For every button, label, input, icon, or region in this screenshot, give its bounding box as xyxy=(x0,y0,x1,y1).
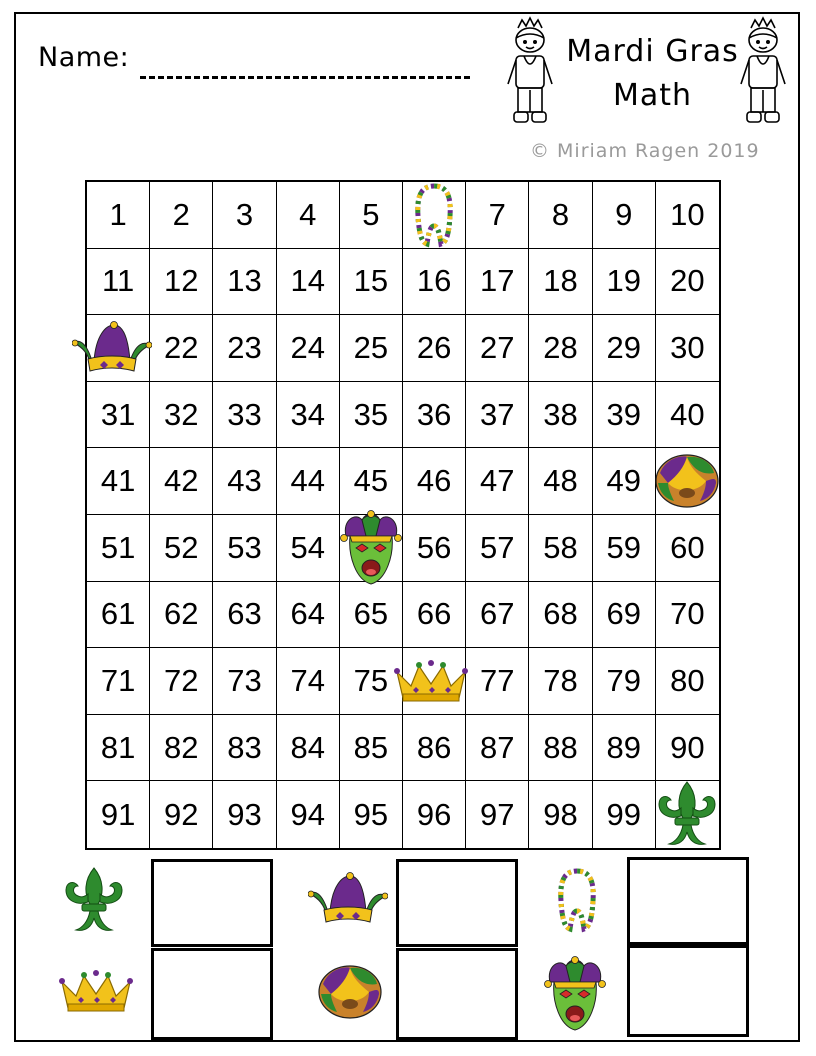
grid-number: 86 xyxy=(416,729,452,765)
grid-number: 89 xyxy=(606,729,641,765)
grid-number: 60 xyxy=(670,529,705,565)
grid-cell xyxy=(213,648,276,715)
grid-cell xyxy=(529,182,592,249)
grid-number: 12 xyxy=(164,263,199,299)
grid-number: 73 xyxy=(227,662,262,698)
answer-box-jester-hat[interactable] xyxy=(396,859,518,947)
grid-number: 7 xyxy=(488,196,506,232)
grid-number: 17 xyxy=(480,263,515,299)
grid-number: 36 xyxy=(416,396,452,432)
key-beads-icon xyxy=(552,865,602,940)
grid-number: 67 xyxy=(480,596,515,632)
king-cake-icon xyxy=(317,964,383,1020)
grid-number: 92 xyxy=(164,796,199,832)
grid-cell xyxy=(340,715,403,782)
grid-cell xyxy=(466,448,529,515)
grid-number: 48 xyxy=(543,463,578,499)
grid-number: 9 xyxy=(615,196,633,232)
grid-cell xyxy=(340,448,403,515)
worksheet-title xyxy=(545,30,760,118)
grid-cell xyxy=(403,781,466,848)
grid-cell xyxy=(277,781,340,848)
grid-cell xyxy=(593,448,656,515)
grid-cell xyxy=(529,515,592,582)
grid-number: 8 xyxy=(551,196,570,232)
grid-number: 99 xyxy=(606,796,641,832)
answer-box-beads[interactable] xyxy=(627,857,749,945)
grid-cell xyxy=(340,781,403,848)
grid-cell xyxy=(87,648,150,715)
grid-cell xyxy=(403,448,466,515)
grid-cell xyxy=(656,515,719,582)
grid-number: 83 xyxy=(227,729,262,765)
grid-cell xyxy=(150,249,213,316)
grid-number: 79 xyxy=(606,662,641,698)
grid-cell xyxy=(466,315,529,382)
grid-number: 13 xyxy=(227,263,262,299)
grid-number: 84 xyxy=(290,729,325,765)
grid-cell xyxy=(213,315,276,382)
grid-number: 61 xyxy=(100,596,136,632)
king-cake-icon xyxy=(654,453,720,509)
grid-cell xyxy=(529,781,592,848)
grid-number: 87 xyxy=(480,729,515,765)
grid-number: 57 xyxy=(480,529,515,565)
grid-cell xyxy=(340,249,403,316)
grid-number: 29 xyxy=(606,329,641,365)
grid-cell xyxy=(277,582,340,649)
grid-cell xyxy=(87,315,150,382)
grid-number: 44 xyxy=(290,463,325,499)
grid-number: 51 xyxy=(100,529,136,565)
grid-number: 66 xyxy=(416,596,452,632)
grid-cell xyxy=(656,382,719,449)
jester-mask-icon xyxy=(540,956,610,1032)
jester-mask-icon xyxy=(336,510,406,586)
grid-number: 39 xyxy=(606,396,641,432)
grid-number: 31 xyxy=(100,396,136,432)
grid-cell xyxy=(403,715,466,782)
answer-box-fleur-de-lis[interactable] xyxy=(151,859,273,947)
grid-cell xyxy=(656,249,719,316)
grid-number: 52 xyxy=(164,529,199,565)
grid-cell xyxy=(403,648,466,715)
grid-number: 56 xyxy=(416,529,452,565)
grid-cell xyxy=(403,315,466,382)
grid-cell xyxy=(87,582,150,649)
grid-number: 74 xyxy=(290,662,325,698)
grid-cell xyxy=(340,582,403,649)
grid-cell xyxy=(150,448,213,515)
grid-number: 35 xyxy=(353,396,389,432)
grid-number: 96 xyxy=(416,796,452,832)
grid-cell xyxy=(150,315,213,382)
grid-number: 58 xyxy=(543,529,578,565)
grid-cell xyxy=(213,515,276,582)
grid-number: 41 xyxy=(100,463,136,499)
grid-cell xyxy=(150,382,213,449)
grid-number: 49 xyxy=(606,463,641,499)
key-crown-icon xyxy=(58,968,134,1019)
answer-box-king-cake[interactable] xyxy=(396,948,518,1040)
grid-cell xyxy=(403,582,466,649)
grid-cell xyxy=(403,382,466,449)
grid-number: 82 xyxy=(164,729,199,765)
grid-number: 37 xyxy=(480,396,515,432)
grid-number: 75 xyxy=(353,662,389,698)
grid-cell xyxy=(656,582,719,649)
grid-cell xyxy=(340,515,403,582)
grid-cell xyxy=(150,781,213,848)
grid-cell xyxy=(277,448,340,515)
grid-number: 2 xyxy=(172,196,190,232)
grid-number: 25 xyxy=(353,329,389,365)
grid-cell xyxy=(277,715,340,782)
grid-cell xyxy=(466,781,529,848)
grid-number: 70 xyxy=(670,596,705,632)
grid-number: 42 xyxy=(164,463,199,499)
key-jester-hat-icon xyxy=(308,872,388,931)
answer-box-jester-mask[interactable] xyxy=(627,945,749,1037)
grid-number: 63 xyxy=(227,596,262,632)
grid-cell xyxy=(87,715,150,782)
fleur-de-lis-icon xyxy=(655,780,719,850)
jester-hat-icon xyxy=(308,872,388,926)
grid-cell xyxy=(277,315,340,382)
grid-cell xyxy=(213,448,276,515)
grid-number: 77 xyxy=(480,662,515,698)
grid-number: 72 xyxy=(164,662,199,698)
grid-number: 22 xyxy=(164,329,199,365)
grid-number: 45 xyxy=(353,463,389,499)
grid-cell xyxy=(466,182,529,249)
grid-cell xyxy=(593,315,656,382)
grid-cell xyxy=(150,582,213,649)
grid-number: 18 xyxy=(543,263,578,299)
name-label: Name: xyxy=(38,42,130,73)
grid-cell xyxy=(529,582,592,649)
grid-cell xyxy=(529,249,592,316)
grid-cell xyxy=(656,715,719,782)
grid-cell xyxy=(529,315,592,382)
fleur-de-lis-icon xyxy=(62,866,126,936)
grid-cell xyxy=(277,382,340,449)
grid-number: 97 xyxy=(480,796,515,832)
grid-cell xyxy=(87,515,150,582)
grid-cell xyxy=(593,182,656,249)
grid-cell xyxy=(529,715,592,782)
grid-number: 3 xyxy=(235,196,254,232)
crown-icon xyxy=(58,968,134,1014)
title-line-2: Math xyxy=(612,78,693,113)
grid-cell xyxy=(340,182,403,249)
grid-cell xyxy=(656,781,719,848)
grid-cell xyxy=(150,715,213,782)
grid-cell xyxy=(277,515,340,582)
grid-cell xyxy=(213,582,276,649)
key-jester-mask-icon xyxy=(540,956,610,1037)
grid-number: 16 xyxy=(416,263,452,299)
grid-number: 88 xyxy=(543,729,578,765)
grid-cell xyxy=(87,781,150,848)
jester-hat-icon xyxy=(72,321,152,375)
grid-cell xyxy=(529,448,592,515)
grid-number: 71 xyxy=(100,662,136,698)
grid-cell xyxy=(593,715,656,782)
grid-number: 38 xyxy=(543,396,578,432)
grid-cell xyxy=(340,382,403,449)
grid-cell xyxy=(466,249,529,316)
grid-number: 54 xyxy=(290,529,325,565)
copyright: © Miriam Ragen 2019 xyxy=(530,140,760,162)
grid-cell xyxy=(87,448,150,515)
grid-number: 62 xyxy=(164,596,199,632)
title-line-1: Mardi Gras xyxy=(566,34,739,69)
grid-number: 1 xyxy=(109,196,127,232)
grid-number: 28 xyxy=(543,329,578,365)
grid-number: 14 xyxy=(290,263,325,299)
grid-cell xyxy=(593,249,656,316)
grid-cell xyxy=(213,715,276,782)
grid-number: 32 xyxy=(164,396,199,432)
grid-number: 81 xyxy=(100,729,136,765)
grid-number: 94 xyxy=(290,796,325,832)
grid-number: 85 xyxy=(353,729,389,765)
grid-number: 98 xyxy=(543,796,578,832)
grid-number: 30 xyxy=(670,329,705,365)
grid-number: 11 xyxy=(102,263,135,299)
grid-cell xyxy=(466,648,529,715)
name-field[interactable] xyxy=(140,76,470,79)
grid-cell xyxy=(593,515,656,582)
grid-number: 20 xyxy=(670,263,705,299)
grid-cell xyxy=(87,182,150,249)
grid-number: 34 xyxy=(290,396,325,432)
grid-number: 47 xyxy=(480,463,515,499)
grid-cell xyxy=(593,648,656,715)
grid-cell xyxy=(656,648,719,715)
grid-cell xyxy=(656,315,719,382)
key-fleur-de-lis-icon xyxy=(62,866,126,941)
grid-number: 59 xyxy=(606,529,641,565)
grid-number: 27 xyxy=(480,329,515,365)
grid-cell xyxy=(466,382,529,449)
grid-number: 15 xyxy=(353,263,389,299)
grid-number: 19 xyxy=(606,263,641,299)
grid-cell xyxy=(403,182,466,249)
grid-number: 43 xyxy=(227,463,262,499)
beads-icon xyxy=(409,180,459,250)
grid-cell xyxy=(593,781,656,848)
answer-box-crown[interactable] xyxy=(151,948,273,1040)
grid-number: 90 xyxy=(670,729,705,765)
grid-number: 23 xyxy=(227,329,262,365)
grid-cell xyxy=(593,582,656,649)
grid-number: 80 xyxy=(670,662,705,698)
crown-icon xyxy=(393,658,469,704)
grid-number: 68 xyxy=(543,596,578,632)
grid-cell xyxy=(213,781,276,848)
grid-number: 26 xyxy=(416,329,452,365)
grid-cell xyxy=(213,182,276,249)
key-king-cake-icon xyxy=(317,964,383,1025)
grid-number: 10 xyxy=(670,196,705,232)
grid-number: 64 xyxy=(290,596,325,632)
grid-cell xyxy=(466,515,529,582)
grid-number: 5 xyxy=(362,196,380,232)
grid-number: 95 xyxy=(353,796,389,832)
grid-number: 65 xyxy=(353,596,389,632)
grid-cell xyxy=(593,382,656,449)
grid-number: 40 xyxy=(670,396,705,432)
grid-cell xyxy=(87,382,150,449)
beads-icon xyxy=(552,865,602,935)
grid-cell xyxy=(150,515,213,582)
grid-cell xyxy=(277,249,340,316)
grid-number: 24 xyxy=(290,329,325,365)
grid-cell xyxy=(277,182,340,249)
grid-number: 93 xyxy=(227,796,262,832)
grid-cell xyxy=(656,182,719,249)
grid-number: 69 xyxy=(606,596,641,632)
grid-cell xyxy=(277,648,340,715)
grid-number: 91 xyxy=(100,796,136,832)
grid-cell xyxy=(213,249,276,316)
grid-number: 46 xyxy=(416,463,452,499)
grid-number: 53 xyxy=(227,529,262,565)
grid-number: 4 xyxy=(299,196,317,232)
grid-number: 78 xyxy=(543,662,578,698)
grid-cell xyxy=(529,648,592,715)
grid-cell xyxy=(466,582,529,649)
grid-cell xyxy=(213,382,276,449)
grid-cell xyxy=(150,182,213,249)
grid-cell xyxy=(403,249,466,316)
hundreds-grid xyxy=(85,180,721,850)
grid-cell xyxy=(656,448,719,515)
grid-cell xyxy=(150,648,213,715)
grid-cell xyxy=(87,249,150,316)
grid-cell xyxy=(529,382,592,449)
grid-cell xyxy=(466,715,529,782)
grid-cell xyxy=(403,515,466,582)
grid-cell xyxy=(340,315,403,382)
grid-number: 33 xyxy=(227,396,262,432)
